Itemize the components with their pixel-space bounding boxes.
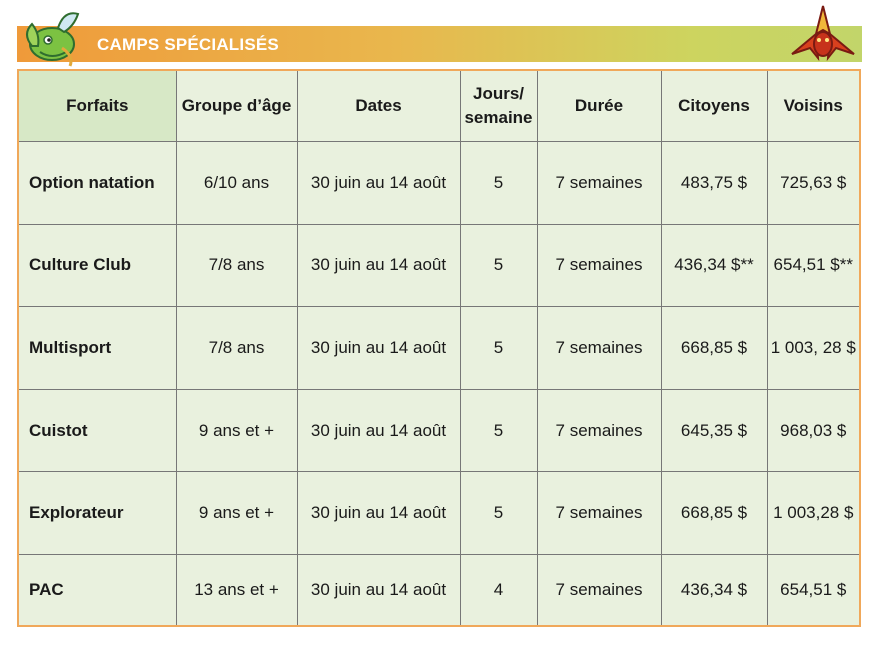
dates-cell: 30 juin au 14 août — [297, 389, 460, 472]
column-header-citoyens: Citoyens — [661, 71, 767, 142]
duree-cell: 7 semaines — [537, 307, 661, 390]
green-dragon-mascot-icon — [18, 4, 84, 70]
citoyens-cell: 436,34 $** — [661, 224, 767, 307]
citoyens-cell: 645,35 $ — [661, 389, 767, 472]
citoyens-cell: 668,85 $ — [661, 472, 767, 555]
column-header-duree: Durée — [537, 71, 661, 142]
age-cell: 9 ans et + — [176, 389, 297, 472]
section-title: CAMPS SPÉCIALISÉS — [97, 35, 279, 54]
age-cell: 7/8 ans — [176, 307, 297, 390]
voisins-cell: 654,51 $** — [767, 224, 859, 307]
age-cell: 9 ans et + — [176, 472, 297, 555]
citoyens-cell: 483,75 $ — [661, 142, 767, 225]
table-row — [19, 307, 859, 390]
forfait-cell: Option natation — [19, 142, 176, 225]
dates-cell: 30 juin au 14 août — [297, 142, 460, 225]
forfait-cell: Culture Club — [19, 224, 176, 307]
age-cell: 7/8 ans — [176, 224, 297, 307]
dates-cell: 30 juin au 14 août — [297, 554, 460, 625]
column-header-forfaits: Forfaits — [19, 71, 176, 142]
section-banner — [17, 26, 862, 62]
jours-cell: 4 — [460, 554, 537, 625]
age-cell: 6/10 ans — [176, 142, 297, 225]
duree-cell: 7 semaines — [537, 224, 661, 307]
jours-cell: 5 — [460, 389, 537, 472]
forfait-cell: Multisport — [19, 307, 176, 390]
table-header-row — [19, 71, 859, 142]
forfait-cell: Explorateur — [19, 472, 176, 555]
voisins-cell: 725,63 $ — [767, 142, 859, 225]
jours-cell: 5 — [460, 472, 537, 555]
duree-cell: 7 semaines — [537, 554, 661, 625]
dates-cell: 30 juin au 14 août — [297, 472, 460, 555]
jours-cell: 5 — [460, 224, 537, 307]
citoyens-cell: 436,34 $ — [661, 554, 767, 625]
column-header-age: Groupe d’âge — [176, 71, 297, 142]
table-row — [19, 389, 859, 472]
table-row — [19, 142, 859, 225]
camps-table — [17, 69, 861, 627]
dates-cell: 30 juin au 14 août — [297, 307, 460, 390]
voisins-cell: 1 003,28 $ — [767, 472, 859, 555]
red-dragon-mascot-icon — [788, 0, 858, 66]
column-header-dates: Dates — [297, 71, 460, 142]
table-row — [19, 224, 859, 307]
voisins-cell: 1 003, 28 $ — [767, 307, 859, 390]
forfait-cell: PAC — [19, 554, 176, 625]
dates-cell: 30 juin au 14 août — [297, 224, 460, 307]
duree-cell: 7 semaines — [537, 472, 661, 555]
table-row — [19, 472, 859, 555]
citoyens-cell: 668,85 $ — [661, 307, 767, 390]
forfait-cell: Cuistot — [19, 389, 176, 472]
table-row — [19, 554, 859, 625]
duree-cell: 7 semaines — [537, 142, 661, 225]
voisins-cell: 968,03 $ — [767, 389, 859, 472]
column-header-jours: Jours/ semaine — [460, 71, 537, 142]
jours-cell: 5 — [460, 142, 537, 225]
column-header-voisins: Voisins — [767, 71, 859, 142]
age-cell: 13 ans et + — [176, 554, 297, 625]
duree-cell: 7 semaines — [537, 389, 661, 472]
voisins-cell: 654,51 $ — [767, 554, 859, 625]
jours-cell: 5 — [460, 307, 537, 390]
